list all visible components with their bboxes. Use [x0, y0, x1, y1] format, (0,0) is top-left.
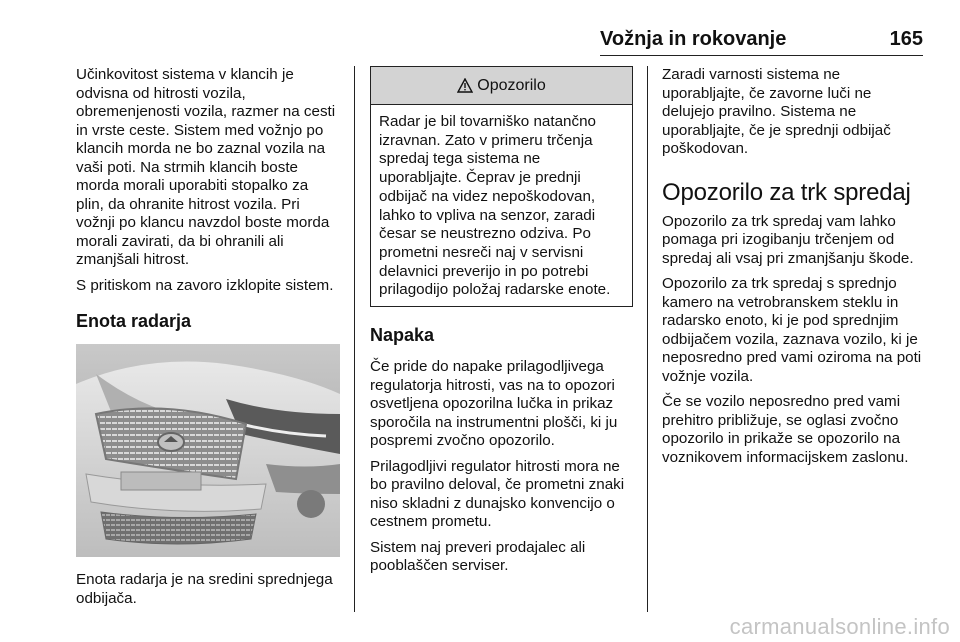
paragraph: Sistem naj preveri prodajalec ali pooblaščen serviser. [370, 538, 586, 575]
radar-unit-car-front-image [76, 344, 340, 557]
column-right [662, 66, 927, 474]
section-heading: Opozorilo za trk spredaj [662, 178, 911, 206]
paragraph: Učinkovitost sistema v klancih je odvisna od hitrosti vozila, obremenjenosti vozila, razmer na cesti in vrste ceste. Sistem med vožnjo po klancih morda ne bo zaznal vozila na vaši poti. Na strmih klancih boste morda morali uporabiti stopalko za plin, da ohranite hitrost vozila. Pri vožnji po klancu navzdol boste morda morali zavirati, da bi ohranili ali zmanjšali hitrost. [76, 66, 336, 268]
image-caption: Enota radarja je na sredini sprednjega odbijača. [76, 571, 333, 607]
warning-text: Radar je bil tovarniško natančno izravnan. Zato v primeru trčenja spredaj tega sistema ne uporabljajte. Čeprav je prednji odbijač na videz nepoškodovan, lahko to vpliva na senzor, zaradi česar se neustrezno odziva. Po prometni nesreči naj v servisni delavnici preverijo in po potrebi prilagodijo položaj radarske enote. [379, 113, 611, 299]
section-heading: Enota radarja [76, 311, 192, 331]
column-middle [370, 66, 633, 583]
column-divider-2 [647, 66, 648, 612]
paragraph: Zaradi varnosti sistema ne uporabljajte, če zavorne luči ne delujejo pravilno. Sistema ne uporabljajte, če je sprednji odbijač poškodovan. [662, 66, 891, 157]
paragraph: Če pride do napake prilagodljivega regulatorja hitrosti, vas na to opozori osvetljena opozorilna lučka in prikaz sporočila na instrumentni plošči, ki ju pospremi zvočno opozorilo. [370, 358, 618, 450]
chapter-title: Vožnja in rokovanje [600, 28, 787, 50]
paragraph: Če se vozilo neposredno pred vami prehitro približuje, se oglasi zvočno opozorilo in prikaže se opozorilo na voznikovem informacijskem zaslonu. [662, 393, 909, 466]
warning-title: Opozorilo [477, 76, 546, 94]
column-left [76, 66, 340, 615]
warning-triangle-icon [457, 78, 473, 93]
paragraph: Opozorilo za trk spredaj s sprednjo kamero na vetrobranskem steklu in radarsko enoto, ki je pod sprednjim odbijačem vozila, zaznava vozilo, ki je neposredno pred vami oziroma na poti vožnje vozila. [662, 275, 922, 385]
column-divider-1 [354, 66, 355, 612]
warning-header [371, 67, 632, 105]
paragraph: Opozorilo za trk spredaj vam lahko pomaga pri izogibanju trčenjem od spredaj ali vsaj pri zmanjšanju škode. [662, 212, 914, 267]
paragraph: S pritiskom na zavoro izklopite sistem. [76, 276, 334, 294]
page-header [600, 22, 923, 56]
warning-box [370, 66, 633, 307]
watermark: carmanualsonline.info [729, 614, 950, 639]
section-heading: Napaka [370, 325, 435, 346]
paragraph: Prilagodljivi regulator hitrosti mora ne bo pravilno deloval, če prometni znaki niso skladni z dunajsko konvencijo o cestnem prometu. [370, 457, 625, 531]
page-number: 165 [889, 28, 923, 50]
